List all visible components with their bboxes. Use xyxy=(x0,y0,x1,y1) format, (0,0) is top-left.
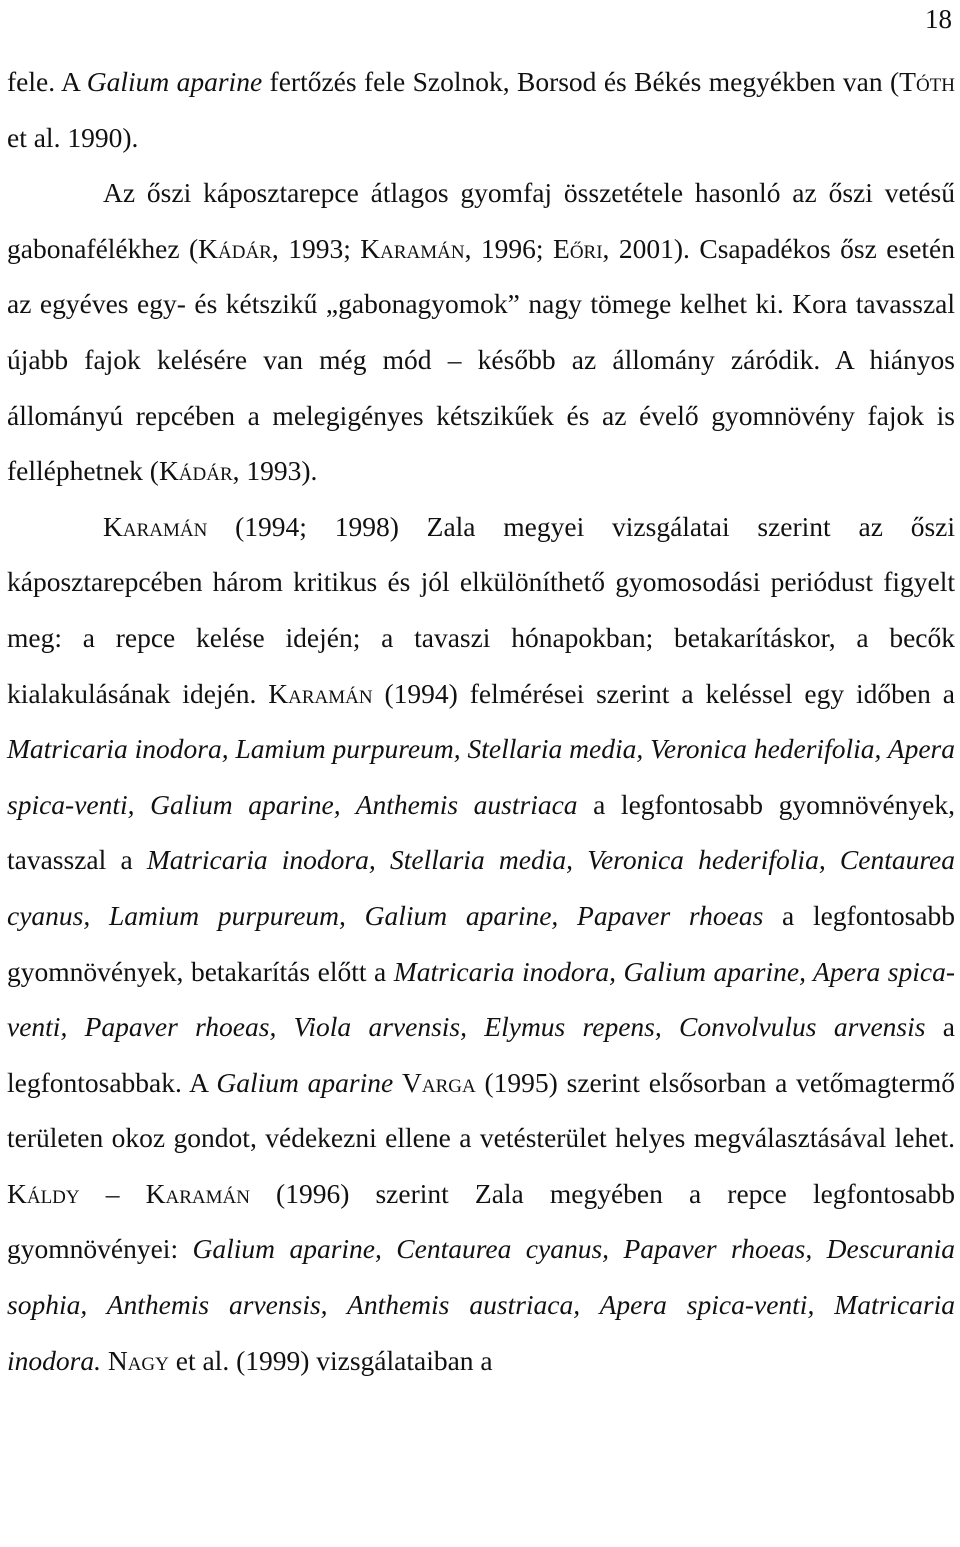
text-run: , 1993; xyxy=(271,232,361,264)
text-run: (1995) szerint elsősorban a vetőmagtermő területen okoz gondot, védekezni ellene a vetésterület helyes megválasztásával lehet. xyxy=(7,1066,955,1154)
text-run: , 2001). Csapadékos ősz esetén az egyéves egy- és kétszikű „gabonagyomok” nagy tömege kelhet ki. Kora tavasszal újabb fajok kelésére van még mód – később az állomány záródik. A hiányos állományú repcében a melegigényes kétszikűek és az évelő gyomnövény fajok is felléphetnek ( xyxy=(7,232,955,487)
author-name: Kádár xyxy=(198,232,272,264)
text-run: , 1996; xyxy=(464,232,554,264)
text-run: (1996) szerint Zala megyében a repce legfontosabb gyomnövényei: xyxy=(7,1177,955,1265)
italic-species-name: Galium aparine xyxy=(216,1066,394,1098)
text-run: (1994; 1998) Zala megyei vizsgálatai szerint az őszi káposztarepcében három kritikus és jól elkülöníthető gyomosodási periódust figyelt meg: a repce kelése idején; a tavaszi hónapokban; betakarításkor, a becők kialakulásának idején. xyxy=(7,510,955,709)
text-run: – xyxy=(79,1177,146,1209)
text-run xyxy=(101,1345,108,1376)
italic-species-name: Matricaria inodora, Lamium purpureum, Stellaria media, Veronica hederifolia, Apera spica-venti, Galium aparine, Anthemis austriaca xyxy=(7,733,955,820)
paragraph xyxy=(7,54,955,165)
paragraph xyxy=(7,165,955,499)
author-name: Eőri xyxy=(553,232,603,264)
author-name: Karamán xyxy=(268,677,373,709)
italic-species-name: Galium aparine, Centaurea cyanus, Papaver rhoeas, Descurania sophia, Anthemis arvensis, Anthemis austriaca, Apera spica-venti, Matricaria inodora. xyxy=(7,1233,955,1376)
italic-species-name: Matricaria inodora, Stellaria media, Veronica hederifolia, Centaurea cyanus, Lamium purpureum, Galium aparine, Papaver rhoeas xyxy=(7,844,955,931)
text-run xyxy=(393,1067,402,1098)
author-name: Tóth xyxy=(899,66,955,97)
author-name: Varga xyxy=(402,1066,476,1098)
author-name: Karamán xyxy=(145,1177,250,1209)
author-name: Kádár xyxy=(158,455,233,487)
text-run: et al. (1999) vizsgálataiban a xyxy=(168,1344,493,1376)
text-run: a legfontosabbak. A xyxy=(7,1011,955,1098)
page-number: 18 xyxy=(925,4,952,34)
text-run: a legfontosabb gyomnövények, betakarítás előtt a xyxy=(7,899,955,987)
text-run: fele. A xyxy=(7,66,87,97)
document-body xyxy=(7,54,955,1388)
text-run: (1994) felmérései szerint a keléssel egy időben a xyxy=(372,677,955,709)
author-name: Nagy xyxy=(107,1344,169,1376)
author-name: Karamán xyxy=(360,232,465,264)
text-run: fertőzés fele Szolnok, Borsod és Békés megyékben van ( xyxy=(262,66,900,97)
text-run: et al. 1990). xyxy=(7,121,139,153)
paragraph xyxy=(7,499,955,1389)
author-name: Káldy xyxy=(7,1177,80,1209)
text-run: , 1993). xyxy=(232,455,318,487)
text-run: Az őszi káposztarepce átlagos gyomfaj összetétele hasonló az őszi vetésű gabonafélékhez ( xyxy=(7,177,955,264)
text-run: a legfontosabb gyomnövények, tavasszal a xyxy=(7,788,955,876)
author-name: Karamán xyxy=(103,510,208,542)
italic-species-name: Galium aparine xyxy=(86,66,263,97)
italic-species-name: Matricaria inodora, Galium aparine, Apera spica-venti, Papaver rhoeas, Viola arvensis, Elymus repens, Convolvulus arvensis xyxy=(7,955,955,1043)
